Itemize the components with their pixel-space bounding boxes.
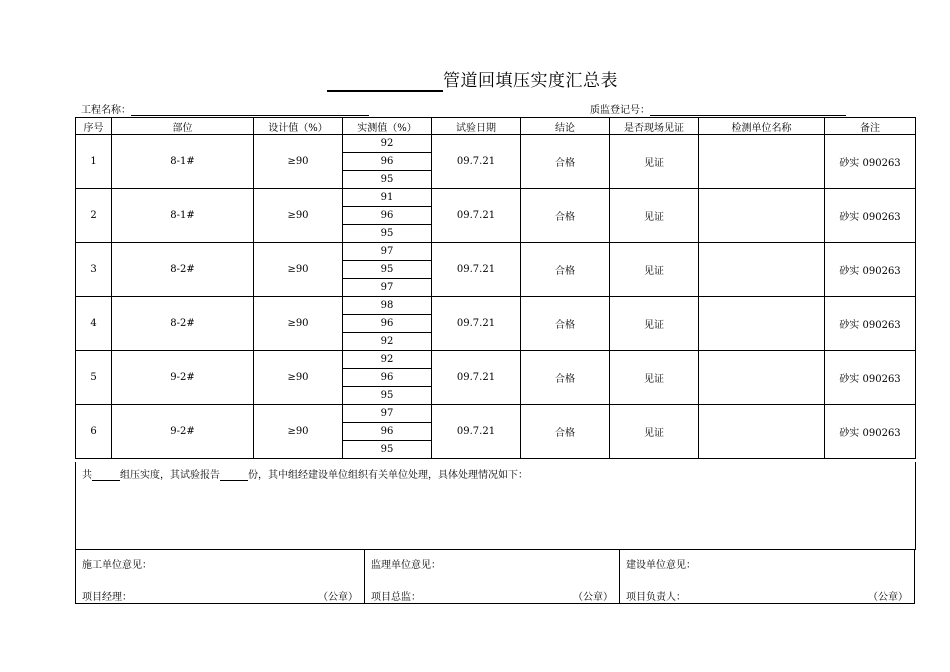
row-number: 1	[76, 135, 112, 189]
measured-value-cell: 95	[343, 225, 432, 243]
witness-cell: 见证	[610, 351, 699, 405]
measured-value-cell: 97	[343, 243, 432, 261]
registration-field	[590, 101, 846, 116]
test-date-cell: 09.7.21	[432, 189, 521, 243]
design-value-cell: ≥90	[254, 189, 343, 243]
remark-cell: 砂实 090263	[825, 405, 916, 459]
location-cell: 9-2#	[112, 351, 254, 405]
measured-value-cell: 92	[343, 351, 432, 369]
person-label: 项目负责人：	[626, 592, 686, 603]
header-cell: 序号	[76, 118, 112, 135]
remark-cell: 砂实 090263	[825, 189, 916, 243]
measured-value-cell: 95	[343, 261, 432, 279]
registration-blank	[650, 105, 846, 116]
title-underline	[327, 90, 443, 92]
remark-cell: 砂实 090263	[825, 351, 916, 405]
owner-unit-opinion	[619, 549, 915, 604]
location-cell: 8-1#	[112, 135, 254, 189]
project-name-blank	[131, 105, 369, 116]
witness-cell: 见证	[610, 243, 699, 297]
location-cell: 9-2#	[112, 405, 254, 459]
design-value-cell: ≥90	[254, 405, 343, 459]
header-cell: 结论	[521, 118, 610, 135]
measured-value-cell: 96	[343, 153, 432, 171]
measured-value-cell: 96	[343, 207, 432, 225]
row-number: 6	[76, 405, 112, 459]
construction-unit-opinion	[75, 549, 365, 604]
supervision-unit-opinion	[364, 549, 620, 604]
header-cell: 检测单位名称	[699, 118, 825, 135]
summary-notes-box	[75, 462, 916, 550]
test-date-cell: 09.7.21	[432, 351, 521, 405]
test-date-cell: 09.7.21	[432, 243, 521, 297]
seal-label: （公章）	[868, 592, 908, 603]
seal-label: （公章）	[573, 592, 613, 603]
measured-value-cell: 96	[343, 315, 432, 333]
header-cell: 是否现场见证	[610, 118, 699, 135]
header-cell: 部位	[112, 118, 254, 135]
remark-cell: 砂实 090263	[825, 243, 916, 297]
witness-cell: 见证	[610, 135, 699, 189]
design-value-cell: ≥90	[254, 297, 343, 351]
conclusion-cell: 合格	[521, 135, 610, 189]
table-row	[76, 351, 916, 369]
table-row	[76, 243, 916, 261]
seal-label: （公章）	[318, 592, 358, 603]
design-value-cell: ≥90	[254, 243, 343, 297]
measured-value-cell: 97	[343, 279, 432, 297]
table-row	[76, 405, 916, 423]
witness-cell: 见证	[610, 405, 699, 459]
header-cell: 备注	[825, 118, 916, 135]
remark-cell: 砂实 090263	[825, 135, 916, 189]
measured-value-cell: 96	[343, 423, 432, 441]
summary-part-1: 共	[82, 470, 92, 481]
measured-value-cell: 95	[343, 441, 432, 459]
conclusion-cell: 合格	[521, 189, 610, 243]
opinion-label: 监理单位意见：	[371, 560, 441, 571]
project-name-label: 工程名称：	[81, 105, 131, 116]
header-cell: 设计值（%）	[254, 118, 343, 135]
conclusion-cell: 合格	[521, 351, 610, 405]
measured-value-cell: 95	[343, 387, 432, 405]
measured-value-cell: 92	[343, 333, 432, 351]
agency-cell	[699, 189, 825, 243]
agency-cell	[699, 243, 825, 297]
table-header-row	[76, 118, 916, 135]
conclusion-cell: 合格	[521, 243, 610, 297]
test-date-cell: 09.7.21	[432, 405, 521, 459]
location-cell: 8-2#	[112, 297, 254, 351]
agency-cell	[699, 351, 825, 405]
project-name-field	[81, 101, 369, 116]
opinion-label: 施工单位意见：	[82, 560, 152, 571]
row-number: 3	[76, 243, 112, 297]
measured-value-cell: 92	[343, 135, 432, 153]
agency-cell	[699, 405, 825, 459]
design-value-cell: ≥90	[254, 351, 343, 405]
table-row	[76, 297, 916, 315]
header-cell: 试验日期	[432, 118, 521, 135]
measured-value-cell: 97	[343, 405, 432, 423]
row-number: 4	[76, 297, 112, 351]
report-count-blank	[220, 470, 248, 481]
agency-cell	[699, 297, 825, 351]
design-value-cell: ≥90	[254, 135, 343, 189]
summary-part-2: 组压实度，其试验报告	[120, 470, 220, 481]
test-date-cell: 09.7.21	[432, 135, 521, 189]
summary-text	[82, 466, 528, 481]
person-label: 项目总监：	[371, 592, 421, 603]
table-row	[76, 189, 916, 207]
witness-cell: 见证	[610, 189, 699, 243]
measured-value-cell: 96	[343, 369, 432, 387]
remark-cell: 砂实 090263	[825, 297, 916, 351]
person-label: 项目经理：	[82, 592, 132, 603]
measured-value-cell: 95	[343, 171, 432, 189]
row-number: 2	[76, 189, 112, 243]
table-row	[76, 135, 916, 153]
row-number: 5	[76, 351, 112, 405]
registration-label: 质监登记号：	[590, 105, 650, 116]
test-date-cell: 09.7.21	[432, 297, 521, 351]
compaction-summary-table	[75, 117, 916, 459]
header-cell: 实测值（%）	[343, 118, 432, 135]
witness-cell: 见证	[610, 297, 699, 351]
opinion-label: 建设单位意见：	[626, 560, 696, 571]
location-cell: 8-1#	[112, 189, 254, 243]
group-count-blank	[92, 470, 120, 481]
conclusion-cell: 合格	[521, 405, 610, 459]
conclusion-cell: 合格	[521, 297, 610, 351]
location-cell: 8-2#	[112, 243, 254, 297]
measured-value-cell: 91	[343, 189, 432, 207]
agency-cell	[699, 135, 825, 189]
measured-value-cell: 98	[343, 297, 432, 315]
summary-part-3: 份，其中组经建设单位组织有关单位处理，具体处理情况如下：	[248, 470, 528, 481]
page-title: 管道回填压实度汇总表	[443, 71, 618, 91]
